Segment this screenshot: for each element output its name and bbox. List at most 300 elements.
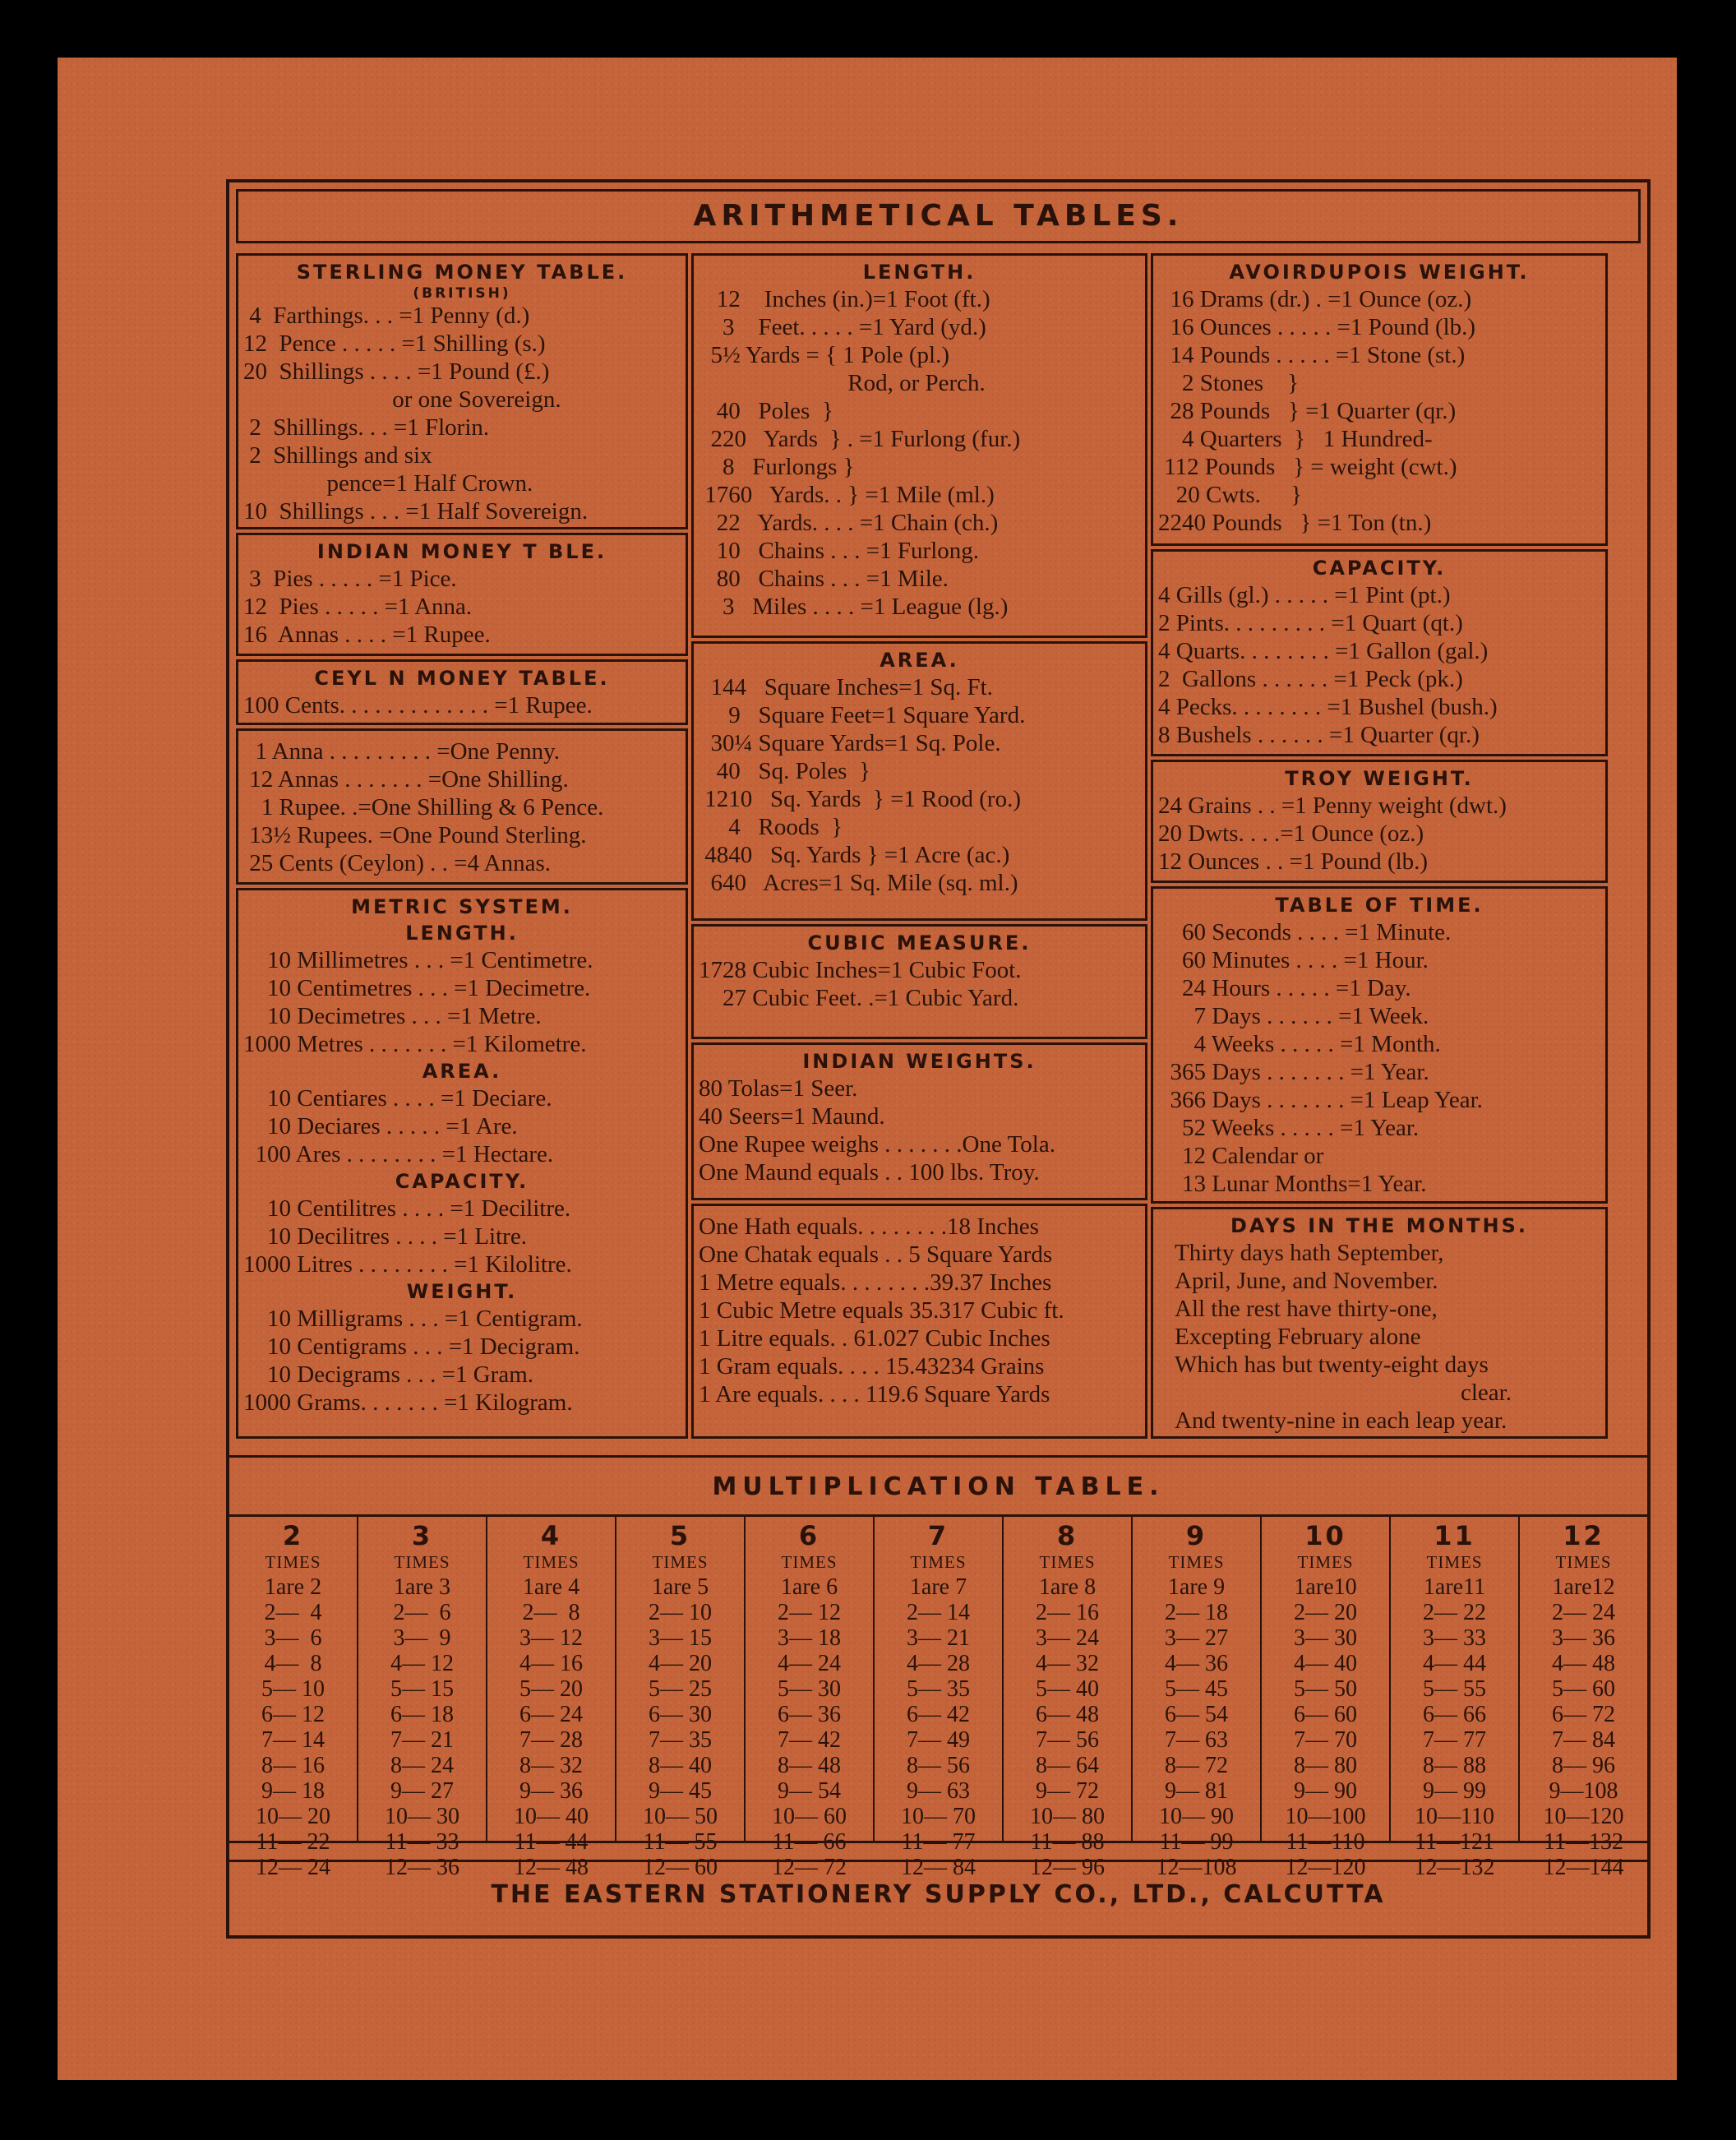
avoirdupois-heading: AVOIRDUPOIS WEIGHT.	[1229, 261, 1530, 284]
times-row: 6— 54	[1165, 1702, 1228, 1727]
times-row: 4— 16	[519, 1651, 583, 1676]
times-row: 9—108	[1549, 1778, 1618, 1804]
times-row: 4— 40	[1294, 1651, 1357, 1676]
ceylon-money-table	[236, 659, 688, 725]
table-line: One Hath equals. . . . . . . .18 Inches	[699, 1213, 1039, 1240]
days-in-months	[1151, 1207, 1608, 1439]
table-line: Which has but twenty-eight days	[1175, 1352, 1489, 1378]
table-line: 40 Seers=1 Maund.	[699, 1103, 885, 1130]
table-line: 1210 Sq. Yards } =1 Rood (ro.)	[699, 786, 1021, 812]
indian-weights-heading: INDIAN WEIGHTS.	[802, 1050, 1037, 1073]
times-number: 2	[282, 1520, 304, 1551]
times-label: TIMES	[1555, 1552, 1612, 1572]
table-line: 12 Pence . . . . . =1 Shilling (s.)	[243, 330, 546, 357]
table-line: 2 Gallons . . . . . . =1 Peck (pk.)	[1158, 666, 1463, 692]
times-row: 11— 55	[643, 1829, 718, 1855]
area-lines	[699, 673, 1140, 897]
times-row: 4— 8	[264, 1651, 322, 1676]
table-line: 3 Pies . . . . . =1 Pice.	[243, 566, 457, 592]
times-column	[1391, 1517, 1520, 1880]
times-label: TIMES	[265, 1552, 321, 1572]
times-row: 1are 8	[1038, 1574, 1097, 1600]
table-line: 8 Bushels . . . . . . =1 Quarter (qr.)	[1158, 722, 1480, 748]
times-row: 7— 35	[649, 1727, 712, 1753]
capacity-heading: CAPACITY.	[1312, 557, 1447, 580]
table-line: 10 Decilitres . . . . =1 Litre.	[243, 1223, 527, 1250]
sterling-heading: STERLING MONEY TABLE.	[296, 261, 628, 284]
times-row: 12— 72	[772, 1855, 847, 1880]
table-line: 366 Days . . . . . . . =1 Leap Year.	[1158, 1087, 1483, 1113]
table-line: 5½ Yards = { 1 Pole (pl.)	[699, 342, 949, 368]
table-line: 25 Cents (Ceylon) . . =4 Annas.	[243, 850, 551, 876]
times-row: 2— 20	[1294, 1600, 1357, 1625]
times-row: 8— 96	[1552, 1753, 1615, 1778]
table-line: 365 Days . . . . . . . =1 Year.	[1158, 1059, 1429, 1085]
times-row: 6— 12	[261, 1702, 325, 1727]
times-row: 3— 21	[907, 1625, 970, 1651]
table-line: 3 Feet. . . . . =1 Yard (yd.)	[699, 314, 986, 340]
times-row: 11— 99	[1159, 1829, 1234, 1855]
times-number: 9	[1185, 1520, 1207, 1551]
times-row: 9— 45	[649, 1778, 712, 1804]
sterling-money-table	[236, 253, 688, 529]
troy-lines	[1158, 792, 1600, 876]
times-row: 2— 14	[907, 1600, 970, 1625]
table-line: 10 Decigrams . . . =1 Gram.	[243, 1361, 533, 1388]
times-row: 9— 63	[907, 1778, 970, 1804]
times-number: 10	[1304, 1520, 1346, 1551]
table-line: 80 Tolas=1 Seer.	[699, 1075, 858, 1102]
length-table	[691, 253, 1147, 638]
times-row: 3— 15	[649, 1625, 712, 1651]
conversion-lines	[243, 737, 681, 877]
times-column	[1133, 1517, 1262, 1880]
indian-weights-table	[691, 1042, 1147, 1200]
table-line: 24 Grains . . =1 Penny weight (dwt.)	[1158, 793, 1507, 819]
metric-capacity-lines	[243, 1195, 681, 1278]
table-line: 4 Farthings. . . =1 Penny (d.)	[243, 303, 530, 329]
times-row: 1are 6	[780, 1574, 838, 1600]
times-row: 1are12	[1552, 1574, 1615, 1600]
times-row: 11— 33	[385, 1829, 459, 1855]
times-row: 12— 60	[643, 1855, 718, 1880]
table-line: 22 Yards. . . . =1 Chain (ch.)	[699, 510, 999, 536]
times-row: 5— 10	[261, 1676, 325, 1702]
table-line: 12 Ounces . . =1 Pound (lb.)	[1158, 848, 1429, 875]
times-label: TIMES	[652, 1552, 709, 1572]
table-line: 1 Metre equals. . . . . . . .39.37 Inches	[699, 1269, 1052, 1296]
table-line: 1728 Cubic Inches=1 Cubic Foot.	[699, 957, 1022, 983]
table-line: 4 Weeks . . . . . =1 Month.	[1158, 1031, 1441, 1057]
times-row: 2— 12	[778, 1600, 841, 1625]
area-table	[691, 641, 1147, 921]
times-row: 12— 96	[1030, 1855, 1105, 1880]
times-row: 5— 25	[649, 1676, 712, 1702]
table-line: 10 Chains . . . =1 Furlong.	[699, 538, 980, 564]
times-row: 12—132	[1414, 1855, 1495, 1880]
days-lines	[1158, 1239, 1600, 1435]
times-row: 2— 6	[393, 1600, 451, 1625]
table-line: 13 Lunar Months=1 Year.	[1158, 1171, 1427, 1197]
table-line: 10 Centigrams . . . =1 Decigram.	[243, 1333, 580, 1360]
times-row: 6— 72	[1552, 1702, 1615, 1727]
table-line: 1 Anna . . . . . . . . . =One Penny.	[243, 738, 561, 765]
table-line: One Maund equals . . 100 lbs. Troy.	[699, 1159, 1040, 1186]
times-column	[1520, 1517, 1647, 1880]
times-row: 6— 30	[649, 1702, 712, 1727]
times-number: 11	[1434, 1520, 1475, 1551]
multiplication-grid	[229, 1514, 1647, 1880]
times-column	[746, 1517, 875, 1880]
times-row: 7— 21	[390, 1727, 454, 1753]
time-lines	[1158, 918, 1600, 1198]
table-line: 60 Seconds . . . . =1 Minute.	[1158, 919, 1452, 945]
times-row: 7— 63	[1165, 1727, 1228, 1753]
cubic-measure-table	[691, 924, 1147, 1039]
times-row: 3— 18	[778, 1625, 841, 1651]
times-row: 5— 35	[907, 1676, 970, 1702]
times-row: 8— 24	[390, 1753, 454, 1778]
table-line: 10 Centimetres . . . =1 Decimetre.	[243, 975, 591, 1001]
indian-weights-lines	[699, 1075, 1140, 1186]
times-row: 12— 84	[901, 1855, 976, 1880]
times-row: 1are10	[1294, 1574, 1357, 1600]
table-line: 16 Annas . . . . =1 Rupee.	[243, 622, 491, 648]
table-line: 28 Pounds } =1 Quarter (qr.)	[1158, 398, 1457, 424]
times-row: 3— 36	[1552, 1625, 1615, 1651]
table-line: 2 Shillings and six	[243, 442, 432, 469]
table-line: 10 Centilitres . . . . =1 Decilitre.	[243, 1195, 571, 1222]
avoirdupois-table	[1151, 253, 1608, 546]
times-row: 7— 70	[1294, 1727, 1357, 1753]
times-row: 8— 72	[1165, 1753, 1228, 1778]
table-line: One Chatak equals . . 5 Square Yards	[699, 1241, 1053, 1268]
table-line: April, June, and November.	[1175, 1268, 1438, 1294]
metric-length-lines	[243, 946, 681, 1058]
troy-weight-table	[1151, 760, 1608, 883]
multiplication-section	[229, 1472, 1647, 1880]
times-row: 12—144	[1543, 1855, 1624, 1880]
times-row: 10— 60	[772, 1804, 847, 1829]
table-line: 2240 Pounds } =1 Ton (tn.)	[1158, 510, 1432, 536]
times-row: 6— 36	[778, 1702, 841, 1727]
times-row: 7— 42	[778, 1727, 841, 1753]
times-row: 10—120	[1543, 1804, 1624, 1829]
times-row: 4— 28	[907, 1651, 970, 1676]
times-row: 8— 88	[1423, 1753, 1486, 1778]
time-table	[1151, 886, 1608, 1204]
table-line: 4 Gills (gl.) . . . . . =1 Pint (pt.)	[1158, 582, 1451, 608]
table-line: 52 Weeks . . . . . =1 Year.	[1158, 1115, 1420, 1141]
metric-length-heading: LENGTH.	[405, 922, 519, 945]
times-column	[616, 1517, 746, 1880]
times-row: 9— 54	[778, 1778, 841, 1804]
times-row: 3— 30	[1294, 1625, 1357, 1651]
times-row: 11— 44	[514, 1829, 589, 1855]
times-row: 8— 80	[1294, 1753, 1357, 1778]
table-line: 80 Chains . . . =1 Mile.	[699, 566, 949, 592]
times-row: 12—120	[1285, 1855, 1366, 1880]
table-line: 40 Sq. Poles }	[699, 758, 870, 784]
multiplication-heading: MULTIPLICATION TABLE.	[229, 1455, 1647, 1517]
times-row: 3— 6	[264, 1625, 322, 1651]
sterling-subheading: (BRITISH)	[413, 285, 511, 302]
times-row: 4— 12	[390, 1651, 454, 1676]
table-line: One Rupee weighs . . . . . . .One Tola.	[699, 1131, 1055, 1158]
metric-weight-heading: WEIGHT.	[406, 1280, 518, 1303]
times-row: 4— 44	[1423, 1651, 1486, 1676]
times-row: 10— 40	[514, 1804, 589, 1829]
capacity-lines	[1158, 581, 1600, 749]
table-line: 13½ Rupees. =One Pound Sterling.	[243, 822, 587, 848]
times-number: 7	[927, 1520, 949, 1551]
times-row: 11— 66	[772, 1829, 847, 1855]
table-line: 12 Annas . . . . . . . =One Shilling.	[243, 766, 569, 793]
times-row: 3— 12	[519, 1625, 583, 1651]
times-row: 5— 55	[1423, 1676, 1486, 1702]
table-line: And twenty-nine in each leap year.	[1175, 1407, 1507, 1434]
cubic-heading: CUBIC MEASURE.	[807, 931, 1032, 954]
times-row: 11— 77	[901, 1829, 976, 1855]
table-line: 2 Pints. . . . . . . . . =1 Quart (qt.)	[1158, 610, 1463, 636]
times-label: TIMES	[394, 1552, 450, 1572]
table-line: 10 Milligrams . . . =1 Centigram.	[243, 1306, 583, 1332]
area-heading: AREA.	[880, 649, 959, 672]
table-line: 100 Ares . . . . . . . . =1 Hectare.	[243, 1141, 554, 1167]
table-line: 10 Centiares . . . . =1 Deciare.	[243, 1085, 552, 1112]
times-column	[875, 1517, 1004, 1880]
indian-money-table	[236, 533, 688, 656]
table-line: 12 Pies . . . . . =1 Anna.	[243, 594, 473, 620]
times-label: TIMES	[1039, 1552, 1096, 1572]
indian-money-lines	[243, 565, 681, 649]
times-row: 12—108	[1156, 1855, 1237, 1880]
ceylon-heading: CEYL N MONEY TABLE.	[314, 667, 610, 690]
table-line: 1 Are equals. . . . 119.6 Square Yards	[699, 1381, 1050, 1407]
times-row: 10— 30	[385, 1804, 459, 1829]
times-row: 1are11	[1423, 1574, 1486, 1600]
table-line: 112 Pounds } = weight (cwt.)	[1158, 454, 1457, 480]
times-label: TIMES	[523, 1552, 579, 1572]
table-line: Thirty days hath September,	[1175, 1240, 1444, 1266]
times-row: 6— 18	[390, 1702, 454, 1727]
times-row: 2— 10	[649, 1600, 712, 1625]
table-line: 1760 Yards. . } =1 Mile (ml.)	[699, 482, 995, 508]
table-line: 1 Rupee. .=One Shilling & 6 Pence.	[243, 794, 604, 820]
metric-area-heading: AREA.	[422, 1060, 502, 1083]
times-row: 7— 28	[519, 1727, 583, 1753]
table-line: 640 Acres=1 Sq. Mile (sq. ml.)	[699, 870, 1018, 896]
times-column	[1004, 1517, 1133, 1880]
table-line: or one Sovereign.	[243, 386, 561, 413]
table-line: 7 Days . . . . . . =1 Week.	[1158, 1003, 1429, 1029]
times-row: 1are 4	[522, 1574, 580, 1600]
table-line: 10 Shillings . . . =1 Half Sovereign.	[243, 498, 589, 525]
times-row: 3— 33	[1423, 1625, 1486, 1651]
table-line: 27 Cubic Feet. .=1 Cubic Yard.	[699, 985, 1019, 1011]
metric-area-lines	[243, 1084, 681, 1168]
times-row: 11— 22	[256, 1829, 330, 1855]
times-row: 4— 48	[1552, 1651, 1615, 1676]
times-row: 2— 4	[264, 1600, 322, 1625]
table-line: pence=1 Half Crown.	[243, 470, 533, 497]
times-row: 9— 72	[1036, 1778, 1099, 1804]
times-column	[358, 1517, 487, 1880]
table-line: 10 Deciares . . . . . =1 Are.	[243, 1113, 518, 1139]
table-line: Rod, or Perch.	[699, 370, 986, 396]
times-row: 8— 32	[519, 1753, 583, 1778]
times-row: 5— 40	[1036, 1676, 1099, 1702]
times-row: 7— 84	[1552, 1727, 1615, 1753]
times-row: 6— 24	[519, 1702, 583, 1727]
times-row: 8— 64	[1036, 1753, 1099, 1778]
times-row: 10—100	[1285, 1804, 1366, 1829]
times-label: TIMES	[910, 1552, 967, 1572]
days-heading: DAYS IN THE MONTHS.	[1230, 1214, 1529, 1237]
table-line: 24 Hours . . . . . =1 Day.	[1158, 975, 1411, 1001]
table-line: 1 Gram equals. . . . 15.43234 Grains	[699, 1353, 1045, 1380]
table-line: 144 Square Inches=1 Sq. Ft.	[699, 674, 993, 700]
length-lines	[699, 285, 1140, 621]
times-row: 11— 88	[1030, 1829, 1105, 1855]
times-row: 5— 30	[778, 1676, 841, 1702]
times-label: TIMES	[781, 1552, 838, 1572]
times-row: 4— 20	[649, 1651, 712, 1676]
times-row: 5— 20	[519, 1676, 583, 1702]
times-row: 8— 48	[778, 1753, 841, 1778]
capacity-table	[1151, 549, 1608, 756]
times-row: 5— 60	[1552, 1676, 1615, 1702]
times-row: 2— 24	[1552, 1600, 1615, 1625]
table-line: 4 Pecks. . . . . . . . =1 Bushel (bush.)	[1158, 694, 1498, 720]
indian-money-heading: INDIAN MONEY T BLE.	[316, 540, 607, 563]
times-row: 4— 32	[1036, 1651, 1099, 1676]
table-line: 1000 Litres . . . . . . . . =1 Kilolitre.	[243, 1251, 572, 1278]
times-label: TIMES	[1426, 1552, 1483, 1572]
times-row: 5— 45	[1165, 1676, 1228, 1702]
table-line: 2 Shillings. . . =1 Florin.	[243, 414, 490, 441]
times-row: 3— 24	[1036, 1625, 1099, 1651]
times-row: 10— 90	[1159, 1804, 1234, 1829]
times-row: 1are 9	[1167, 1574, 1226, 1600]
time-heading: TABLE OF TIME.	[1275, 894, 1484, 917]
times-row: 12— 24	[256, 1855, 330, 1880]
table-line: 9 Square Feet=1 Square Yard.	[699, 702, 1026, 728]
table-line: 12 Inches (in.)=1 Foot (ft.)	[699, 286, 990, 312]
times-row: 6— 42	[907, 1702, 970, 1727]
times-row: 7— 56	[1036, 1727, 1099, 1753]
times-row: 10—110	[1415, 1804, 1494, 1829]
table-line: 20 Dwts. . . .=1 Ounce (oz.)	[1158, 820, 1424, 847]
table-line: 220 Yards } . =1 Furlong (fur.)	[699, 426, 1021, 452]
page-title: ARITHMETICAL TABLES.	[236, 189, 1641, 243]
times-number: 6	[798, 1520, 820, 1551]
times-row: 8— 16	[261, 1753, 325, 1778]
times-column	[1262, 1517, 1391, 1880]
metric-system-table	[236, 888, 688, 1439]
times-row: 7— 49	[907, 1727, 970, 1753]
times-column	[229, 1517, 358, 1880]
times-row: 8— 40	[649, 1753, 712, 1778]
table-line: 10 Decimetres . . . =1 Metre.	[243, 1003, 542, 1029]
times-row: 9— 18	[261, 1778, 325, 1804]
times-row: 5— 50	[1294, 1676, 1357, 1702]
times-label: TIMES	[1168, 1552, 1225, 1572]
times-row: 4— 24	[778, 1651, 841, 1676]
table-line: 20 Shillings . . . . =1 Pound (£.)	[243, 358, 550, 385]
table-line: 4 Quarters } 1 Hundred-	[1158, 426, 1433, 452]
cubic-lines	[699, 956, 1140, 1012]
times-number: 4	[540, 1520, 562, 1551]
publisher-footer: THE EASTERN STATIONERY SUPPLY CO., LTD., CALCUTTA	[229, 1860, 1647, 1928]
times-row: 2— 22	[1423, 1600, 1486, 1625]
currency-conversions	[236, 728, 688, 885]
times-row: 9— 99	[1423, 1778, 1486, 1804]
table-line: 1000 Metres . . . . . . . =1 Kilometre.	[243, 1031, 587, 1057]
times-row: 10— 80	[1030, 1804, 1105, 1829]
times-row: 6— 48	[1036, 1702, 1099, 1727]
metric-weight-lines	[243, 1305, 681, 1417]
times-row: 2— 18	[1165, 1600, 1228, 1625]
times-row: 10— 50	[643, 1804, 718, 1829]
times-row: 11—110	[1286, 1829, 1365, 1855]
table-line: 16 Drams (dr.) . =1 Ounce (oz.)	[1158, 286, 1472, 312]
times-number: 5	[669, 1520, 691, 1551]
table-line: 20 Cwts. }	[1158, 482, 1303, 508]
times-column	[487, 1517, 616, 1880]
table-line: 4840 Sq. Yards } =1 Acre (ac.)	[699, 842, 1010, 868]
table-line: 2 Stones }	[1158, 370, 1300, 396]
times-row: 9— 81	[1165, 1778, 1228, 1804]
times-row: 9— 27	[390, 1778, 454, 1804]
times-row: 3— 27	[1165, 1625, 1228, 1651]
table-line: 1 Cubic Metre equals 35.317 Cubic ft.	[699, 1297, 1064, 1324]
table-line: 8 Furlongs }	[699, 454, 855, 480]
times-row: 1are 5	[651, 1574, 709, 1600]
times-row: 4— 36	[1165, 1651, 1228, 1676]
table-line: 100 Cents. . . . . . . . . . . . . =1 Rupee.	[243, 692, 593, 719]
times-row: 7— 14	[261, 1727, 325, 1753]
times-row: 12— 48	[514, 1855, 589, 1880]
times-row: 3— 9	[393, 1625, 451, 1651]
times-row: 6— 66	[1423, 1702, 1486, 1727]
times-row: 11—121	[1415, 1829, 1494, 1855]
metric-capacity-heading: CAPACITY.	[395, 1170, 529, 1193]
table-line: 16 Ounces . . . . . =1 Pound (lb.)	[1158, 314, 1476, 340]
equivalents-table	[691, 1204, 1147, 1439]
table-line: 12 Calendar or	[1158, 1143, 1324, 1169]
times-number: 12	[1563, 1520, 1604, 1551]
times-label: TIMES	[1297, 1552, 1354, 1572]
table-line: Excepting February alone	[1175, 1324, 1421, 1350]
times-row: 12— 36	[385, 1855, 459, 1880]
avoirdupois-lines	[1158, 285, 1600, 537]
times-row: 9— 90	[1294, 1778, 1357, 1804]
times-row: 9— 36	[519, 1778, 583, 1804]
times-row: 2— 16	[1036, 1600, 1099, 1625]
booklet-back-cover	[58, 58, 1677, 2080]
times-row: 1are 3	[393, 1574, 451, 1600]
times-row: 2— 8	[522, 1600, 580, 1625]
times-number: 8	[1056, 1520, 1078, 1551]
table-line: 10 Millimetres . . . =1 Centimetre.	[243, 947, 593, 973]
times-row: 1are 7	[909, 1574, 967, 1600]
table-line: 4 Roods }	[699, 814, 843, 840]
table-line: 30¼ Square Yards=1 Sq. Pole.	[699, 730, 1001, 756]
times-row: 6— 60	[1294, 1702, 1357, 1727]
table-line: 1000 Grams. . . . . . . =1 Kilogram.	[243, 1389, 573, 1416]
tables-frame	[226, 179, 1651, 1939]
